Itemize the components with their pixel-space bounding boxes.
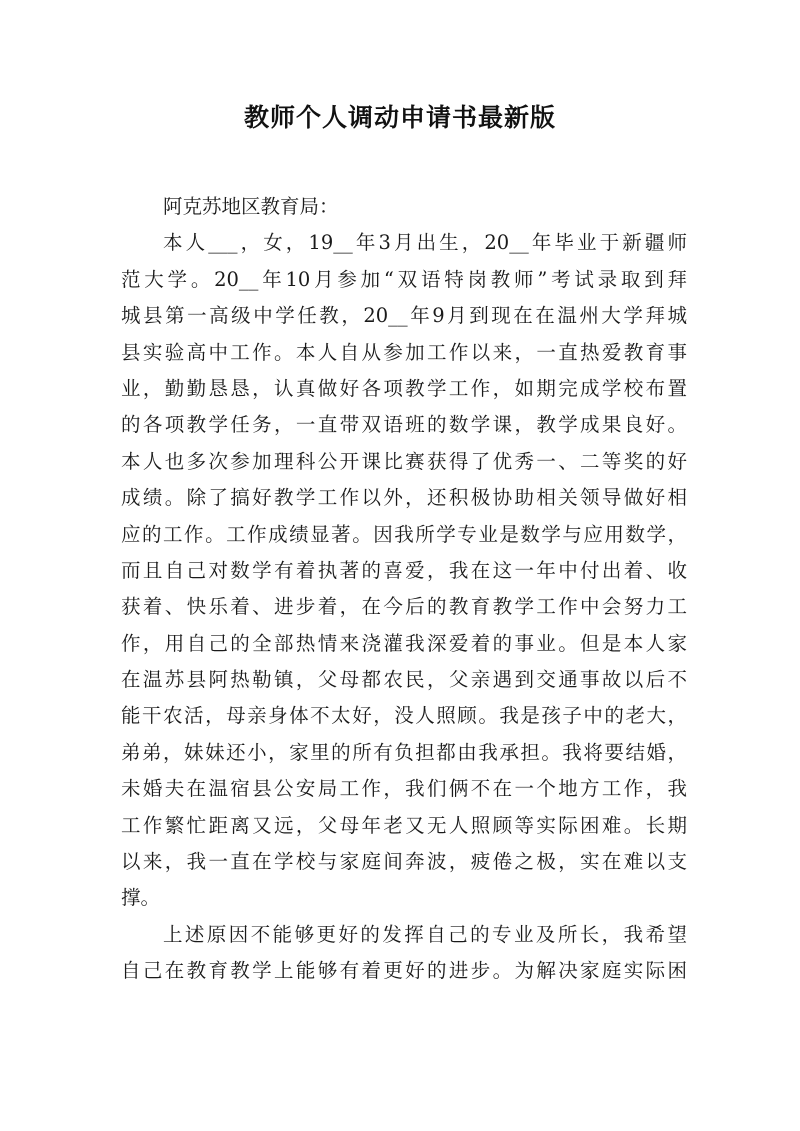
salutation-line: 阿克苏地区教育局： (163, 195, 339, 218)
body-line: 的各项教学任务，一直带双语班的数学课，教学成果良好。 (121, 413, 687, 437)
body-line: 而且自己对数学有着执著的喜爱，我在这一年中付出着、收 (121, 558, 687, 582)
body-line: 县实验高中工作。本人自从参加工作以来，一直热爱教育事 (121, 340, 687, 364)
body-line: 作，用自己的全部热情来浇灌我深爱着的事业。但是本人家 (121, 631, 687, 655)
body-line: 城县第一高级中学任教，20__年9月到现在在温州大学拜城 (121, 304, 687, 328)
document-title: 教师个人调动申请书最新版 (243, 103, 556, 132)
body-line: 弟弟，妹妹还小，家里的所有负担都由我承担。我将要结婚， (121, 740, 687, 764)
body-line: 工作繁忙距离又远，父母年老又无人照顾等实际困难。长期 (121, 813, 687, 837)
document-body (121, 189, 687, 990)
body-line: 范大学。20__年10月参加“双语特岗教师”考试录取到拜 (121, 267, 687, 291)
body-line: 业，勤勤恳恳，认真做好各项教学工作，如期完成学校布置 (121, 376, 687, 400)
body-line: 撑。 (121, 886, 161, 910)
body-line: 未婚夫在温宿县公安局工作，我们俩不在一个地方工作，我 (121, 777, 687, 801)
body-line: 获着、快乐着、进步着，在今后的教育教学工作中会努力工 (121, 595, 687, 619)
body-line: 成绩。除了搞好教学工作以外，还积极协助相关领导做好相 (121, 486, 687, 510)
body-line: 自己在教育教学上能够有着更好的进步。为解决家庭实际困 (121, 959, 687, 983)
body-line: 能干农活，母亲身体不太好，没人照顾。我是孩子中的老大， (121, 704, 687, 728)
body-line: 以来，我一直在学校与家庭间奔波，疲倦之极，实在难以支 (121, 850, 687, 874)
body-line: 本人___，女，19__年3月出生，20__年毕业于新疆师 (163, 231, 687, 255)
body-line: 在温苏县阿热勒镇，父母都农民，父亲遇到交通事故以后不 (121, 668, 687, 692)
body-line: 应的工作。工作成绩显著。因我所学专业是数学与应用数学， (121, 522, 687, 546)
body-line: 本人也多次参加理科公开课比赛获得了优秀一、二等奖的好 (121, 449, 687, 473)
body-line: 上述原因不能够更好的发挥自己的专业及所长，我希望 (163, 922, 687, 946)
